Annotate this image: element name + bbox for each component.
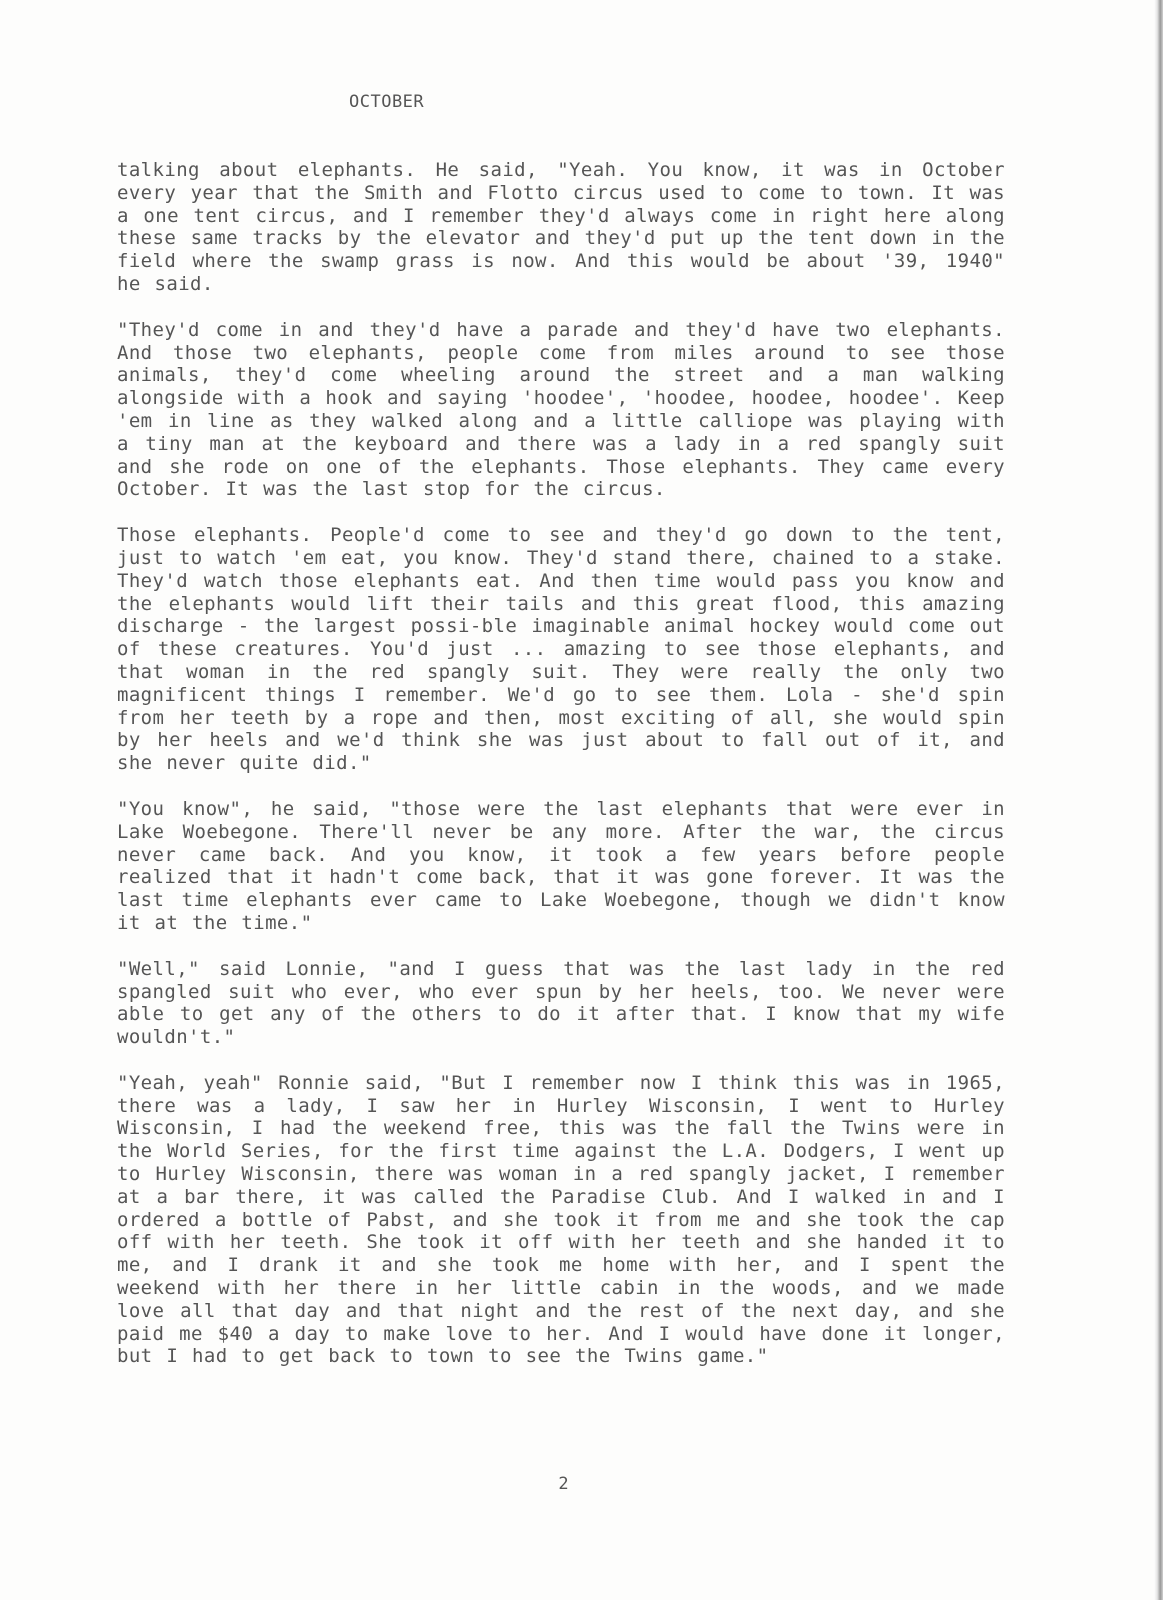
paragraph-3: Those elephants. People'd come to see and they'd go down to the tent, just to watch 'em eat, you know. They'd stand there, chained to a stake. They'd watch those elephants eat. And then time would pass you know and the elephants would lift their tails and this great flood, this amazing discharge - the largest possi-ble imaginable animal hockey would come out of these creatures. You'd just ... amazing to see those elephants, and that woman in the red spangly suit. They were really the only two magnificent things I remember. We'd go to see them. Lola - she'd spin from her teeth by a rope and then, most exciting of all, she would spin by her heels and we'd think she was just about to fall out of it, and she never quite did."	[117, 524, 1005, 775]
page-number: 2	[558, 1474, 569, 1494]
page-edge-shadow	[1154, 0, 1163, 1600]
paragraph-4: "You know", he said, "those were the last elephants that were ever in Lake Woebegone. There'll never be any more. After the war, the circus never came back. And you know, it took a few years before people realized that it hadn't come back, that it was gone forever. It was the last time elephants ever came to Lake Woebegone, though we didn't know it at the time."	[117, 797, 1005, 934]
paragraph-2: "They'd come in and they'd have a parade and they'd have two elephants. And those two elephants, people come from miles around to see those animals, they'd come wheeling around the street and a man walking alongside with a hook and saying 'hoodee', 'hoodee, hoodee, hoodee'. Keep 'em in line as they walked along and a little calliope was playing with a tiny man at the keyboard and there was a lady in a red spangly suit and she rode on one of the elephants. Those elephants. They came every October. It was the last stop for the circus.	[117, 318, 1005, 501]
running-header: OCTOBER	[349, 92, 425, 112]
paragraph-1: talking about elephants. He said, "Yeah. You know, it was in October every year that the Smith and Flotto circus used to come to town. It was a one tent circus, and I remember they'd always come in right here along these same tracks by the elevator and they'd put up the tent down in the field where the swamp grass is now. And this would be about '39, 1940" he said.	[117, 159, 1005, 295]
body-text	[117, 159, 1005, 1391]
paragraph-6: "Yeah, yeah" Ronnie said, "But I remember now I think this was in 1965, there was a lady, I saw her in Hurley Wisconsin, I went to Hurley Wisconsin, I had the weekend free, this was the fall the Twins were in the World Series, for the first time against the L.A. Dodgers, I went up to Hurley Wisconsin, there was woman in a red spangly jacket, I remember at a bar there, it was called the Paradise Club. And I walked in and I ordered a bottle of Pabst, and she took it from me and she took the cap off with her teeth. She took it off with her teeth and she handed it to me, and I drank it and she took me home with her, and I spent the weekend with her there in her little cabin in the woods, and we made love all that day and that night and the rest of the next day, and she paid me $40 a day to make love to her. And I would have done it longer, but I had to get back to town to see the Twins game."	[117, 1071, 1005, 1368]
paragraph-5: "Well," said Lonnie, "and I guess that was the last lady in the red spangled suit who ever, who ever spun by her heels, too. We never were able to get any of the others to do it after that. I know that my wife wouldn't."	[117, 957, 1005, 1049]
